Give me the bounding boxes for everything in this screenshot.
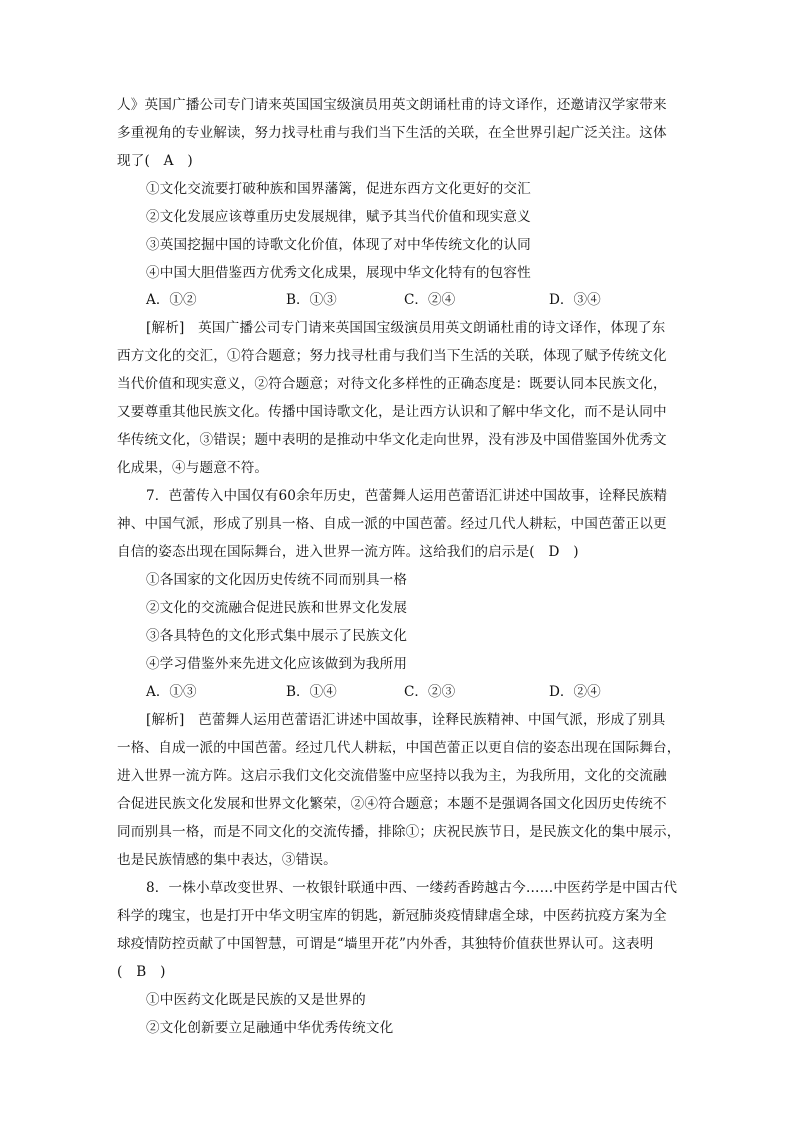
- q6-analysis-line-1: [解析] 英国广播公司专门请来英国国宝级演员用英文朗诵杜甫的诗文译作，体现了东: [146, 320, 666, 336]
- q8-statement-1: ①中医药文化既是民族的又是世界的: [146, 992, 366, 1008]
- q7-option-d: D．②④: [549, 684, 601, 700]
- q7-statement-4: ④学习借鉴外来先进文化应该做到为我所用: [146, 656, 408, 672]
- q6-statement-4: ④中国大胆借鉴西方优秀文化成果，展现中华文化特有的包容性: [146, 265, 531, 281]
- q6-option-a: A．①②: [146, 292, 197, 308]
- q6-statement-3: ③英国挖掘中国的诗歌文化价值，体现了对中华传统文化的认同: [146, 237, 531, 253]
- q8-stem-line-4: ( B ): [117, 964, 166, 980]
- q7-option-b: B．①④: [286, 684, 337, 700]
- q6-stem-line-2: 多重视角的专业解读，努力找寻杜甫与我们当下生活的关联，在全世界引起广泛关注。这体: [117, 125, 667, 141]
- q7-stem-line-3: 自信的姿态出现在国际舞台，进入世界一流方阵。这给我们的启示是( D ): [117, 544, 579, 560]
- q6-analysis-line-4: 又要尊重其他民族文化。传播中国诗歌文化，是让西方认识和了解中华文化，而不是认同中: [117, 404, 667, 420]
- q7-statement-2: ②文化的交流融合促进民族和世界文化发展: [146, 600, 408, 616]
- q6-statement-1: ①文化交流要打破种族和国界藩篱，促进东西方文化更好的交汇: [146, 181, 531, 197]
- q6-analysis-line-3: 当代价值和现实意义，②符合题意；对待文化多样性的正确态度是：既要认同本民族文化，: [117, 376, 667, 392]
- q7-statement-1: ①各国家的文化因历史传统不同而别具一格: [146, 572, 408, 588]
- q7-statement-3: ③各具特色的文化形式集中展示了民族文化: [146, 628, 408, 644]
- q7-analysis-line-5: 同而别具一格，而是不同文化的交流传播，排除①；庆祝民族节日，是民族文化的集中展示，: [117, 824, 681, 840]
- q6-stem-line-1: 人》英国广播公司专门请来英国国宝级演员用英文朗诵杜甫的诗文译作，还邀请汉学家带来: [117, 97, 667, 113]
- q7-option-c: C．②③: [404, 684, 456, 700]
- q8-stem-line-1: 8．一株小草改变世界、一枚银针联通中西、一缕药香跨越古今……中医药学是中国古代: [146, 880, 678, 896]
- q6-stem-line-3: 现了( A ): [117, 153, 193, 169]
- q7-stem-line-1: 7．芭蕾传入中国仅有60余年历史，芭蕾舞人运用芭蕾语汇讲述中国故事，诠释民族精: [146, 488, 668, 504]
- q8-stem-line-2: 科学的瑰宝，也是打开中华文明宝库的钥匙，新冠肺炎疫情肆虐全球，中医药抗疫方案为全: [117, 908, 667, 924]
- q8-statement-2: ②文化创新要立足融通中华优秀传统文化: [146, 1020, 394, 1036]
- q6-analysis-line-2: 西方文化的交汇，①符合题意；努力找寻杜甫与我们当下生活的关联，体现了赋予传统文化: [117, 348, 667, 364]
- q7-analysis-line-4: 合促进民族文化发展和世界文化繁荣，②④符合题意；本题不是强调各国文化因历史传统不: [117, 796, 667, 812]
- q6-analysis-line-6: 化成果，④与题意不符。: [117, 460, 269, 476]
- q7-analysis-line-2: 一格、自成一派的中国芭蕾。经过几代人耕耘，中国芭蕾正以更自信的姿态出现在国际舞台，: [117, 740, 681, 756]
- q7-analysis-line-1: [解析] 芭蕾舞人运用芭蕾语汇讲述中国故事，诠释民族精神、中国气派，形成了别具: [146, 712, 666, 728]
- q7-stem-line-2: 神、中国气派，形成了别具一格、自成一派的中国芭蕾。经过几代人耕耘，中国芭蕾正以更: [117, 516, 667, 532]
- q8-stem-line-3: 球疫情防控贡献了中国智慧，可谓是“墙里开花”内外香，其独特价值获世界认可。这表明: [117, 936, 654, 952]
- q7-analysis-line-6: 也是民族情感的集中表达，③错误。: [117, 852, 337, 868]
- q6-option-c: C．②④: [404, 292, 456, 308]
- q6-option-b: B．①③: [286, 292, 337, 308]
- q6-option-d: D．③④: [549, 292, 601, 308]
- q6-analysis-line-5: 华传统文化，③错误；题中表明的是推动中华文化走向世界，没有涉及中国借鉴国外优秀文: [117, 432, 667, 448]
- q6-statement-2: ②文化发展应该尊重历史发展规律，赋予其当代价值和现实意义: [146, 209, 531, 225]
- q7-option-a: A．①③: [146, 684, 197, 700]
- q7-analysis-line-3: 进入世界一流方阵。这启示我们文化交流借鉴中应坚持以我为主，为我所用，文化的交流融: [117, 768, 667, 784]
